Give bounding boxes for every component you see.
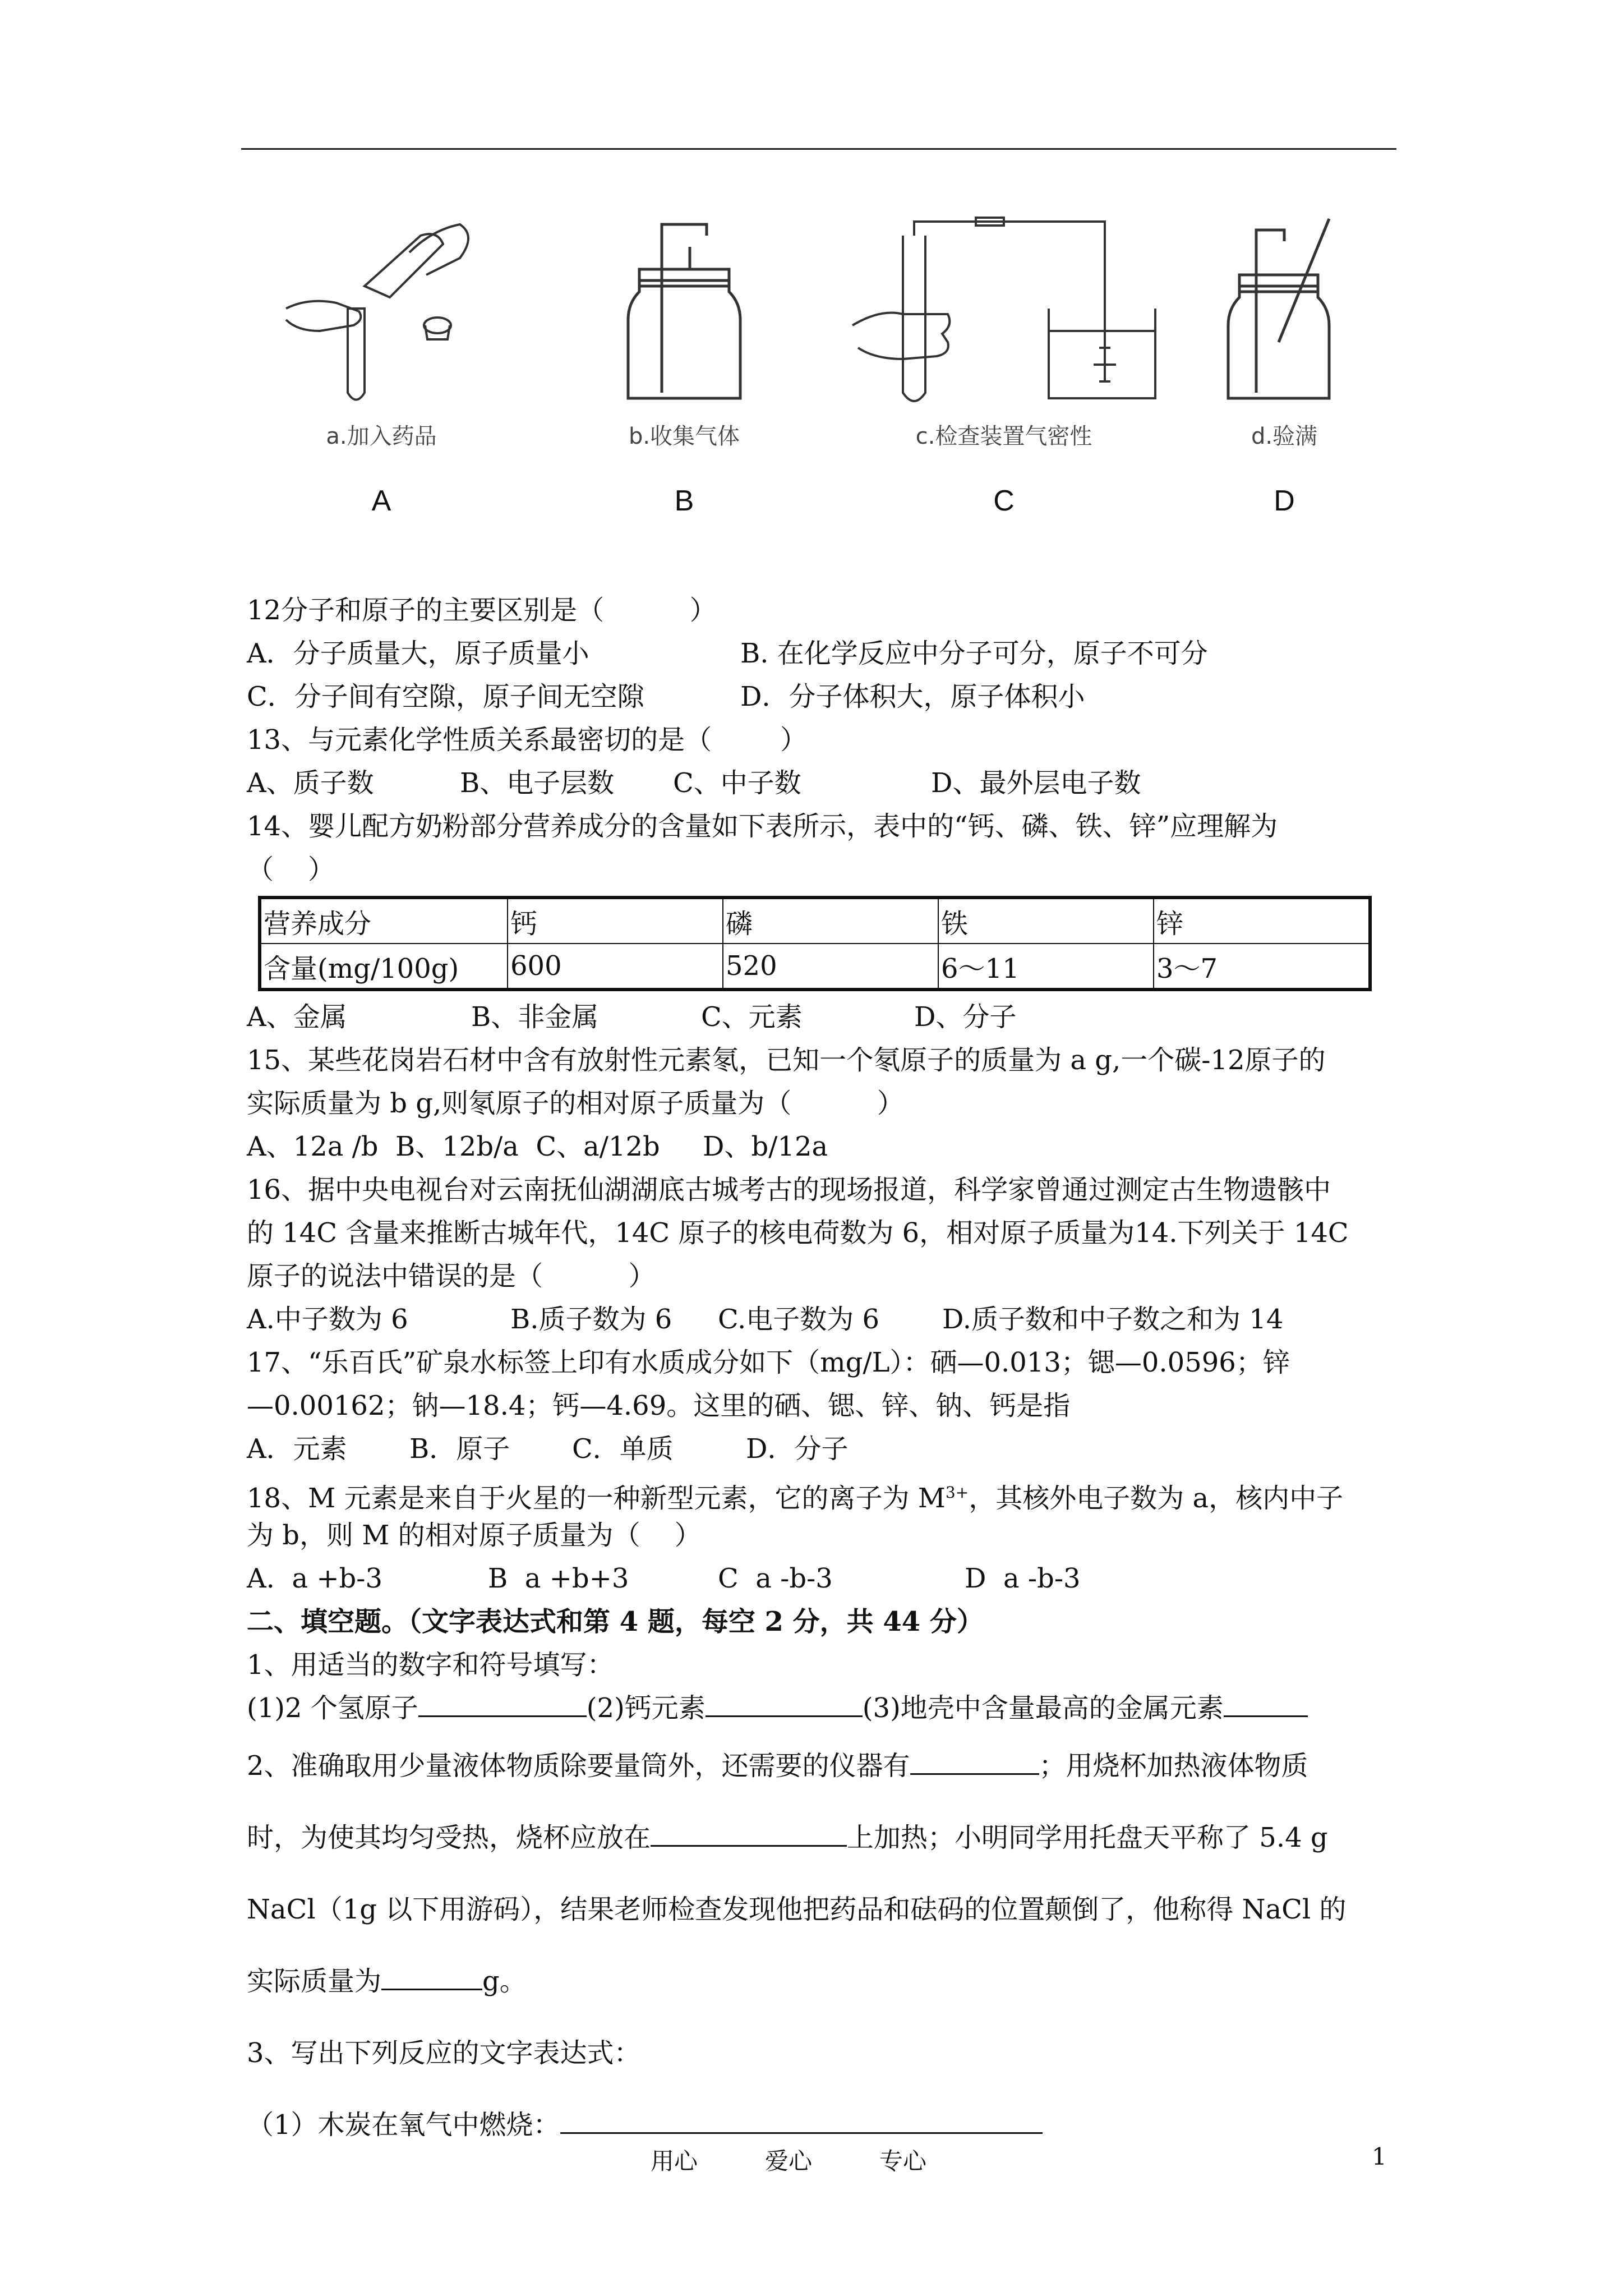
q14-stem: 14、婴儿配方奶粉部分营养成分的含量如下表所示，表中的“钙、磷、铁、锌”应理解为 — [247, 811, 1278, 842]
fill2-text: 实际质量为 — [247, 1966, 382, 1997]
q15-options: A、12a /b B、12b/a C、a/12b D、b/12a — [247, 1131, 828, 1162]
fill2-instrument-blank[interactable] — [910, 1749, 1039, 1775]
fill3-1-label: （1）木炭在氧气中燃烧： — [247, 2109, 560, 2141]
q18-option-d: D a -b-3 — [965, 1563, 1081, 1594]
figure-c-letter: C — [993, 485, 1015, 517]
q18-line1-post: ，其核外电子数为 a，核内中子 — [969, 1483, 1344, 1514]
fill1-line — [247, 1687, 1402, 1730]
q18-option-b: B a +b+3 — [488, 1563, 629, 1594]
nutrition-table — [258, 896, 1372, 991]
figure-a-caption: a.加入药品 — [326, 424, 437, 449]
q16-line1: 16、据中央电视台对云南抚仙湖湖底古城考古的现场报道，科学家曾通过测定古生物遗骸中 — [247, 1174, 1331, 1205]
add-reagent-illustration — [275, 213, 488, 415]
fill2-text: 2、准确取用少量液体物质除要量筒外，还需要的仪器有 — [247, 1750, 910, 1782]
fill1-stem: 1、用适当的数字和符号填写： — [247, 1649, 614, 1681]
gas-full-test-illustration — [1178, 213, 1391, 415]
figure-c-caption: c.检查装置气密性 — [915, 424, 1092, 449]
q17-line2: —0.00162；钠—18.4；钙—4.69。这里的硒、锶、锌、钠、钙是指 — [247, 1390, 1071, 1421]
q16-option-d: D.质子数和中子数之和为 14 — [942, 1304, 1284, 1335]
q18-line1 — [247, 1471, 1402, 1514]
fill2-text: ；用烧杯加热液体物质 — [1039, 1750, 1308, 1782]
fill2-line2 — [247, 1802, 1402, 1874]
fill3-stem: 3、写出下列反应的文字表达式： — [247, 2037, 641, 2069]
section2-title: 二、填空题。（文字表达式和第 4 题，每空 2 分，共 44 分） — [247, 1606, 984, 1637]
table-cell: 钙 — [508, 898, 723, 944]
fill2-line1 — [247, 1730, 1402, 1802]
q18-option-c: C a -b-3 — [718, 1563, 833, 1594]
q13-stem: 13、与元素化学性质关系最密切的是（ ） — [247, 724, 808, 756]
q15-line2: 实际质量为 b g,则氡原子的相对原子质量为（ ） — [247, 1088, 904, 1119]
fill1-c-label: (3)地壳中含量最高的金属元素 — [862, 1692, 1224, 1724]
footer-item: 爱心 — [765, 2147, 813, 2175]
table-cell: 铁 — [938, 898, 1154, 944]
table-cell: 营养成分 — [260, 898, 508, 944]
page-footer — [651, 2143, 994, 2177]
figure-a-letter: A — [371, 485, 391, 517]
q17-option-c: C．单质 — [572, 1433, 674, 1465]
fill2-mass-blank[interactable] — [381, 1964, 482, 1990]
q17-options — [247, 1428, 1402, 1471]
figure-b — [561, 213, 808, 518]
fill1-a-blank[interactable] — [418, 1691, 587, 1717]
q12-option-d: D．分子体积大，原子体积小 — [740, 681, 1085, 712]
fill2-heating-blank[interactable] — [651, 1820, 847, 1847]
fill2-line4 — [247, 1945, 1402, 2017]
q15-line1: 15、某些花岗岩石材中含有放射性元素氡，已知一个氡原子的质量为 a g,一个碳-12原子的 — [247, 1045, 1326, 1076]
figure-d-caption: d.验满 — [1251, 424, 1318, 449]
fill2-text: g。 — [482, 1966, 527, 1997]
q16-option-a: A.中子数为 6 — [247, 1304, 408, 1335]
exam-content — [247, 589, 1402, 2161]
table-row — [260, 898, 1370, 944]
q13-options — [247, 762, 1402, 805]
fill2-text: 上加热；小明同学用托盘天平称了 5.4 g — [847, 1822, 1328, 1853]
q13-option-b: B、电子层数 — [460, 767, 615, 799]
q18-line1-pre: 18、M 元素是来自于火星的一种新型元素，它的离子为 M — [247, 1483, 946, 1514]
table-cell: 含量(mg/100g) — [260, 944, 508, 990]
fill3-1-blank[interactable] — [560, 2108, 1043, 2134]
q18-options — [247, 1557, 1402, 1600]
footer-item: 用心 — [651, 2147, 698, 2175]
q13-option-c: C、中子数 — [673, 767, 801, 799]
fill1-b-label: (2)钙元素 — [586, 1692, 706, 1724]
fill2-text: 时，为使其均匀受热，烧杯应放在 — [247, 1822, 651, 1853]
table-row — [260, 944, 1370, 990]
figure-d-letter: D — [1274, 485, 1295, 517]
q18-line2: 为 b，则 M 的相对原子质量为（ ） — [247, 1520, 702, 1551]
header-rule — [241, 148, 1396, 150]
airtightness-check-illustration — [836, 213, 1172, 415]
table-cell: 6～11 — [938, 944, 1154, 990]
q14-option-c: C、元素 — [701, 1001, 803, 1033]
q13-option-d: D、最外层电子数 — [931, 767, 1141, 799]
figure-d — [1161, 213, 1408, 518]
fill2-line3: NaCl（1g 以下用游码），结果老师检查发现他把药品和砝码的位置颠倒了，他称得 NaCl 的 — [247, 1894, 1347, 1925]
q18-option-a: A. a +b-3 — [247, 1563, 383, 1594]
q12-options-row2 — [247, 675, 1402, 719]
q16-line3: 原子的说法中错误的是（ ） — [247, 1260, 656, 1292]
q14-option-d: D、分子 — [914, 1001, 1017, 1033]
q14-option-a: A、金属 — [247, 1001, 347, 1033]
fill1-a-label: (1)2 个氢原子 — [247, 1692, 418, 1724]
figure-a — [258, 213, 505, 518]
q18-ion-charge: 3+ — [945, 1483, 969, 1502]
table-cell: 3～7 — [1154, 944, 1370, 990]
q17-option-a: A．元素 — [247, 1433, 347, 1465]
q14-paren: （ ） — [247, 854, 335, 885]
q12-stem: 12分子和原子的主要区别是（ ） — [247, 595, 717, 626]
table-cell: 磷 — [723, 898, 938, 944]
figure-b-letter: B — [674, 485, 694, 517]
q12-option-c: C．分子间有空隙，原子间无空隙 — [247, 681, 644, 712]
table-cell: 600 — [508, 944, 723, 990]
gas-collection-bottle-illustration — [578, 213, 791, 415]
apparatus-figures — [241, 213, 1396, 550]
q16-option-b: B.质子数为 6 — [510, 1304, 672, 1335]
q17-option-d: D．分子 — [746, 1433, 849, 1465]
figure-b-caption: b.收集气体 — [628, 424, 740, 449]
fill1-b-blank[interactable] — [706, 1691, 863, 1717]
q13-option-a: A、质子数 — [247, 767, 374, 799]
q17-line1: 17、“乐百氏”矿泉水标签上印有水质成分如下（mg/L）：硒—0.013；锶—0.0596；锌 — [247, 1347, 1290, 1378]
q16-line2: 的 14C 含量来推断古城年代，14C 原子的核电荷数为 6，相对原子质量为14.下列关于 14C — [247, 1217, 1349, 1249]
footer-item: 专心 — [879, 2147, 927, 2175]
q16-option-c: C.电子数为 6 — [718, 1304, 880, 1335]
fill1-c-blank[interactable] — [1224, 1691, 1308, 1717]
q14-options — [247, 996, 1402, 1039]
page-number: 1 — [1372, 2143, 1387, 2170]
table-cell: 520 — [723, 944, 938, 990]
table-cell: 锌 — [1154, 898, 1370, 944]
figure-c — [836, 213, 1172, 518]
q12-options-row1 — [247, 632, 1402, 675]
q12-option-a: A．分子质量大，原子质量小 — [247, 638, 589, 669]
q12-option-b: B. 在化学反应中分子可分，原子不可分 — [740, 638, 1208, 669]
q17-option-b: B．原子 — [409, 1433, 510, 1465]
q14-option-b: B、非金属 — [471, 1001, 599, 1033]
q16-options — [247, 1298, 1402, 1341]
